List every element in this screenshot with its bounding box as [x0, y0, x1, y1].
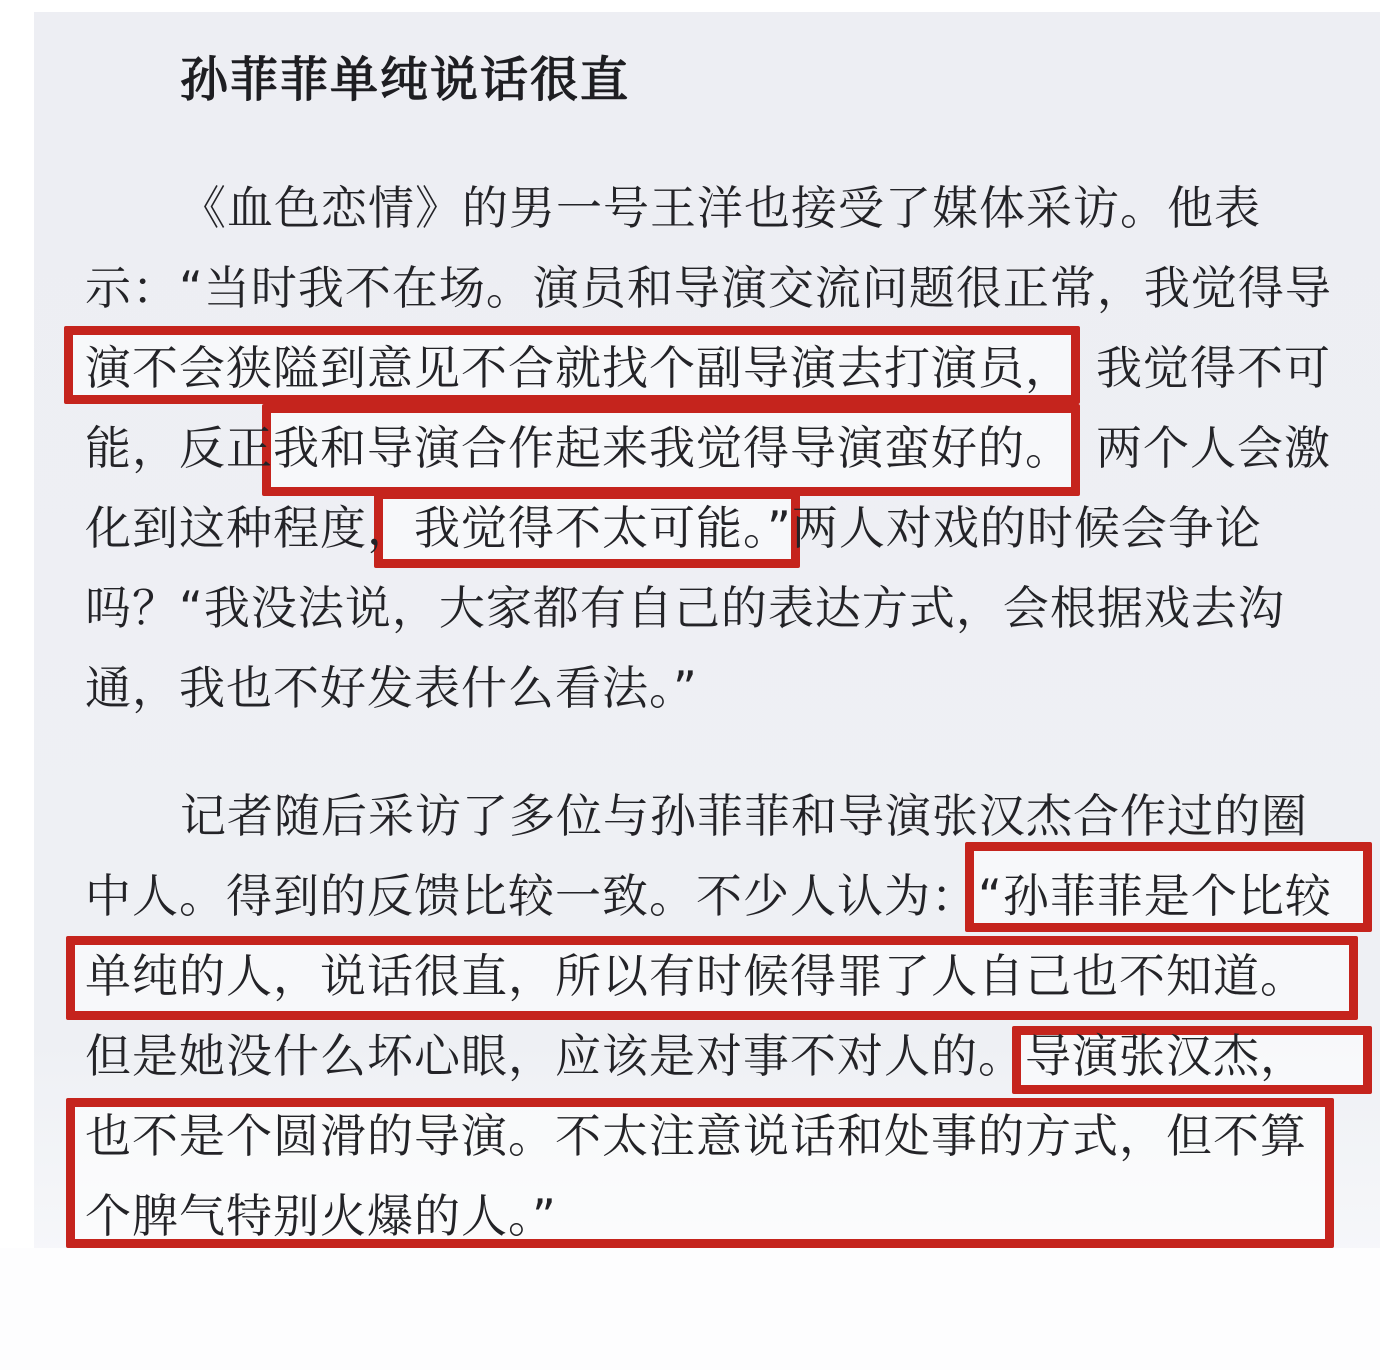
text-line: 单纯的人，说话很直，所以有时候得罪了人自己也不知道。 — [85, 949, 1307, 1003]
text-line: 吗？“我没法说，大家都有自己的表达方式，会根据戏去沟 — [85, 581, 1285, 635]
text-line: 也不是个圆滑的导演。不太注意说话和处事的方式，但不算 — [85, 1109, 1307, 1163]
text-line: 记者随后采访了多位与孙菲菲和导演张汉杰合作过的圈 — [180, 789, 1308, 843]
text-line: 能，反正我和导演合作起来我觉得导演蛮好的。 两个人会激 — [85, 421, 1331, 475]
text-line: 但是她没什么坏心眼，应该是对事不对人的。导演张汉杰， — [85, 1029, 1307, 1083]
text-line: 中人。得到的反馈比较一致。不少人认为：“孙菲菲是个比较 — [85, 869, 1332, 923]
page-bottom-margin — [0, 1248, 1380, 1370]
text-line: 示：“当时我不在场。演员和导演交流问题很正常，我觉得导 — [85, 261, 1332, 315]
text-line: 《血色恋情》的男一号王洋也接受了媒体采访。他表 — [180, 181, 1261, 235]
text-line: 个脾气特别火爆的人。” — [85, 1189, 557, 1243]
article-heading: 孙菲菲单纯说话很直 — [180, 52, 631, 108]
text-line: 通，我也不好发表什么看法。” — [85, 661, 698, 715]
text-line: 化到这种程度，我觉得不太可能。”两人对戏的时候会争论 — [85, 501, 1262, 555]
text-line: 演不会狭隘到意见不合就找个副导演去打演员， 我觉得不可 — [85, 341, 1331, 395]
